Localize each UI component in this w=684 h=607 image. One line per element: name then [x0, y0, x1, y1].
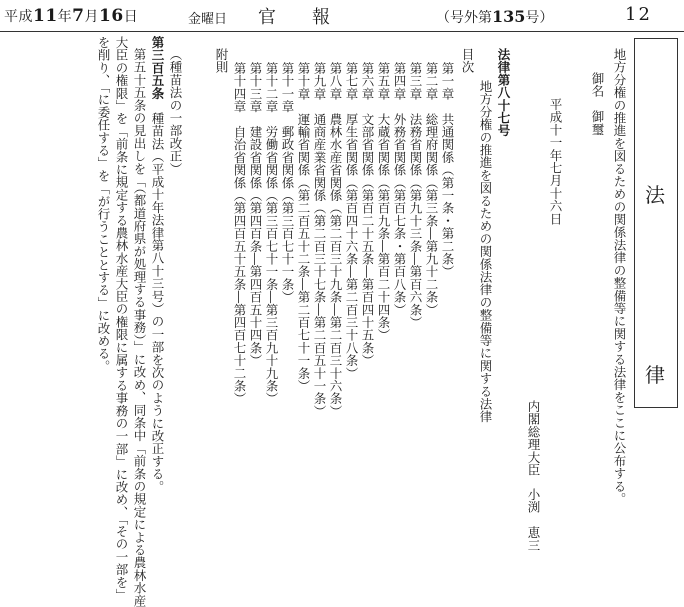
promulgation-date: 平成十一年七月十六日 [548, 98, 563, 225]
section-label-box [634, 38, 678, 408]
toc-chapter: 第八章 農林水産省関係（第二百三十九条―第二百三十六条） [328, 62, 343, 418]
appendix-label: 附則 [214, 48, 229, 74]
toc-chapter: 第十三章 建設省関係（第四百条―第四百五十四条） [248, 62, 263, 367]
promulgation-text: 地方分権の推進を図るための関係法律の整備等に関する法律をここに公布する。 [612, 48, 627, 506]
weekday: 金曜日 [188, 12, 228, 27]
gazette-header [0, 0, 684, 30]
toc-chapter: 第三章 法務省関係（第九十三条―第百六条） [408, 62, 423, 329]
law-number: 法律第八十七号 [496, 48, 511, 137]
toc-chapter: 第十二章 労働省関係（第三百七十一条―第三百九十九条） [264, 62, 279, 405]
amendment-text: を削り、「に委任する」を「が行うこととする」に改める。 [96, 36, 111, 373]
amendment-note: （種苗法の一部改正） [168, 48, 183, 175]
page-number: 12 [625, 4, 652, 25]
section-label-char: 律 [645, 363, 665, 387]
minister-title: 内閣総理大臣 [526, 400, 541, 477]
issue-date: 平成11年7月16日 [4, 6, 139, 26]
issue-number: （号外第135号） [436, 7, 554, 26]
amendment-text: 種苗法（平成十年法律第八十三号）の一部を次のように改正する。 [150, 112, 165, 493]
toc-chapter: 第五章 大蔵省関係（第百九条―第百二十四条） [376, 62, 391, 342]
section-label-char: 法 [645, 183, 665, 207]
toc-chapter: 第十章 運輸省関係（第二百五十二条―第二百七十一条） [296, 62, 311, 393]
article-label: 第三百五条 [150, 36, 165, 100]
toc-chapter: 第十一章 郵政省関係（第三百七十一条） [280, 62, 295, 304]
toc-label: 目次 [460, 48, 475, 74]
toc-chapter: 第二章 総理府関係（第三条―第九十二条） [424, 62, 439, 316]
imperial-seal: 御名 御璽 [590, 72, 605, 136]
toc-chapter: 第九章 通商産業省関係（第二百三十七条―第二百五十一条） [312, 62, 327, 418]
header-divider [0, 31, 684, 32]
toc-chapter: 第四章 外務省関係（第百七条・第百八条） [392, 62, 407, 316]
toc-chapter: 第一章 共通関係（第一条・第二条） [440, 62, 455, 278]
minister-name: 小渕 恵三 [526, 488, 541, 552]
amendment-text: 大臣の権限」を「前条に規定する農林水産大臣の権限に属する事務の一部」に改め、「その一部を」 [114, 36, 129, 602]
gazette-title: 官報 [258, 7, 366, 28]
law-title: 地方分権の推進を図るための関係法律の整備等に関する法律 [478, 80, 493, 423]
toc-chapter: 第六章 文部省関係（第百二十五条―第百四十五条） [360, 62, 375, 367]
toc-chapter: 第七章 厚生省関係（第百四十六条―第二百三十八条） [344, 62, 359, 380]
amendment-text: 第五十五条の見出しを「（都道府県が処理する事務）」に改め、同条中「前条の規定による農林水産 [132, 48, 147, 607]
toc-chapter: 第十四章 自治省関係（第四百五十五条―第四百七十二条） [232, 62, 247, 405]
